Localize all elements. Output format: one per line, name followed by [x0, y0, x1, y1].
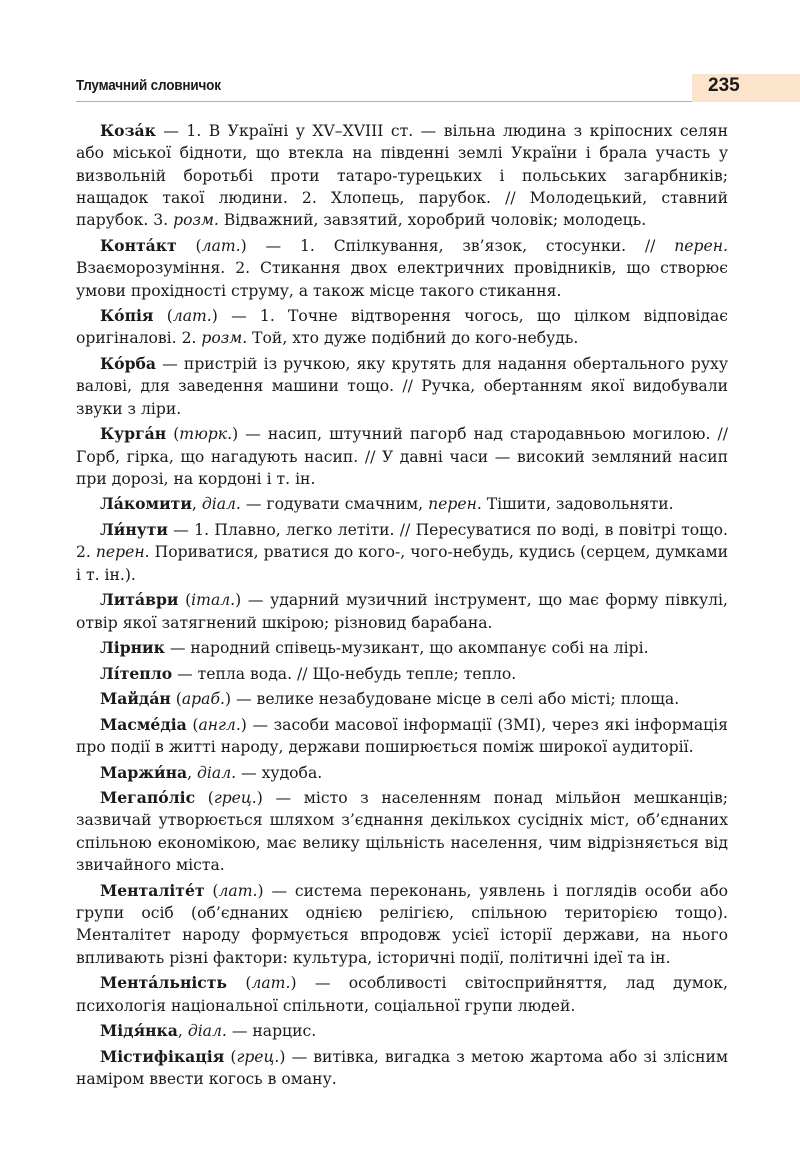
- label-abbrev: лат.: [201, 236, 241, 255]
- label-abbrev: англ.: [198, 715, 241, 734]
- definition-text: (: [204, 881, 219, 900]
- definition-text: — тепла вода. // Що-небудь тепле; тепло.: [172, 664, 517, 683]
- label-abbrev: перен.: [428, 495, 482, 514]
- page-number: 235: [708, 75, 740, 96]
- definition-text: ) — особливості світосприйняття, лад думок, психологія національної спільноти, соціальної групи людей.: [76, 974, 728, 1015]
- glossary-entry: [76, 637, 728, 659]
- definition-text: (: [186, 715, 199, 734]
- definition-text: (: [166, 425, 180, 444]
- definition-text: ) — засоби масової інформації (ЗМІ), через які інформація про події в житті народу, держави поширюється поміж широкої аудиторії.: [76, 715, 729, 756]
- label-abbrev: лат.: [251, 974, 291, 993]
- glossary-entry: [76, 1020, 728, 1042]
- glossary-entry: [76, 762, 728, 784]
- definition-text: Взаєморозуміння. 2. Стикання двох електричних провідників, що створює умови прохідності струму, а також місце такого стикання.: [76, 259, 728, 300]
- glossary-entry: [76, 353, 728, 420]
- headword: Ко́рба: [100, 354, 156, 373]
- definition-text: ) — витівка, вигадка з метою жартома або зі злісним наміром ввести когось в оману.: [76, 1047, 728, 1088]
- headword: Менталіте́т: [100, 880, 205, 900]
- label-abbrev: лат.: [172, 307, 212, 326]
- definition-text: — народний співець-музикант, що акомпанує собі на лірі.: [164, 639, 649, 658]
- label-abbrev: перен.: [95, 543, 150, 562]
- headword: Лита́ври: [100, 590, 179, 610]
- definition-text: ,: [177, 1022, 188, 1041]
- label-abbrev: італ.: [191, 591, 236, 610]
- header-rule: [76, 101, 698, 102]
- headword: Ла́комити: [100, 494, 192, 514]
- definition-text: — худоба.: [236, 763, 323, 782]
- glossary-entry: [76, 714, 728, 759]
- definition-text: Відважний, завзятий, хоробрий чоловік; молодець.: [218, 211, 647, 230]
- definition-text: — пристрій із ручкою, яку крутять для надання обертального руху валові, для заведення машини тощо. // Ручка, обертанням якої видобували звуки з ліри.: [76, 355, 728, 418]
- label-abbrev: араб.: [181, 690, 225, 709]
- headword: Ли́нути: [100, 519, 168, 539]
- definition-text: (: [178, 591, 192, 610]
- definition-text: ) — 1. Точне відтворення чогось, що цілком відповідає оригіналові. 2.: [76, 307, 728, 348]
- definition-text: ) — система переконань, уявлень і поглядів особи або групи осіб (об’єднаних однією релігією, спільною територією тощо). Менталітет народу формується впродовж усієї історії держави, на нього впливають різні фактори: культура, історичні події, політичні ідеї та ін.: [76, 881, 728, 967]
- definition-text: (: [153, 307, 173, 326]
- definition-text: Той, хто дуже подібний до кого-небудь.: [247, 329, 579, 348]
- glossary-entry: [76, 972, 728, 1017]
- label-abbrev: розм.: [173, 211, 219, 230]
- definition-text: Тішити, задовольняти.: [481, 495, 674, 514]
- glossary-entry: [76, 423, 728, 490]
- glossary-entry: [76, 519, 728, 586]
- definition-text: (: [176, 236, 202, 255]
- definition-text: ) — насип, штучний пагорб над стародавньою могилою. // Горб, гірка, що нагадують насип. // У давні часи — високий земляний насип при дорозі, на кордоні і т. ін.: [76, 425, 728, 488]
- label-abbrev: діал.: [187, 1022, 227, 1041]
- headword: Ко́пія: [100, 306, 154, 326]
- label-abbrev: перен.: [674, 236, 728, 255]
- headword: Конта́кт: [100, 235, 177, 255]
- headword: Містифікація: [100, 1046, 225, 1066]
- headword: Лі́тепло: [100, 663, 173, 683]
- label-abbrev: діал.: [197, 763, 237, 782]
- definition-text: ) — велике незабудоване місце в селі або місті; площа.: [224, 690, 680, 709]
- definition-text: Пориватися, рватися до кого-, чого-небудь, кудись (серцем, думками і т. ін.).: [76, 543, 728, 584]
- definition-text: ) — ударний музичний інструмент, що має форму півкулі, отвір якої затягнений шкірою; різновид барабана.: [76, 591, 728, 632]
- headword: Маржи́на: [100, 762, 188, 782]
- label-abbrev: лат.: [218, 881, 258, 900]
- label-abbrev: розм.: [201, 329, 248, 348]
- definition-text: — годувати смачним,: [240, 495, 429, 514]
- definition-text: (: [227, 974, 252, 993]
- label-abbrev: діал.: [201, 495, 241, 514]
- glossary-entry: [76, 493, 728, 515]
- definition-text: ) — 1. Спілкування, зв’язок, стосунки. //: [240, 236, 675, 255]
- glossary-entry: [76, 305, 728, 350]
- headword: Лірник: [100, 638, 165, 658]
- glossary-entry: [76, 235, 728, 302]
- glossary-entry: [76, 787, 728, 876]
- headword: Масме́діа: [100, 714, 187, 734]
- definition-text: ) — місто з населенням понад мільйон мешканців; зазвичай утворюється шляхом з’єднання декількох сусідніх міст, об’єднаних спільною економікою, має велику щільність населення, чим відрізняється від звичайного міста.: [76, 789, 728, 875]
- page-header: [0, 0, 800, 110]
- headword: Майда́н: [100, 689, 171, 709]
- glossary-entry: [76, 688, 728, 710]
- label-abbrev: тюрк.: [179, 425, 233, 444]
- definition-text: (: [170, 690, 182, 709]
- definition-text: — 1. В Україні у XV–XVIII ст. — вільна людина з кріпосних селян або міської бідноти, що втекла на південні землі України і брала участь у визвольній боротьбі проти татаро-турецьких і польських загарбників; нащадок такої людини. 2. Хлопець, парубок. // Молодецький, ставний парубок. 3.: [76, 122, 728, 230]
- headword: Коза́к: [100, 121, 156, 140]
- glossary-entry: [76, 589, 728, 634]
- definition-text: ,: [191, 495, 202, 514]
- definition-text: (: [224, 1047, 237, 1066]
- section-title: Тлумачний словничок: [76, 77, 221, 94]
- glossary-entries: [76, 120, 728, 1093]
- label-abbrev: грец.: [213, 789, 257, 808]
- glossary-entry: [76, 663, 728, 685]
- headword: Мегапо́ліс: [100, 788, 196, 808]
- headword: Курга́н: [100, 424, 167, 444]
- headword: Мідя́нка: [100, 1021, 178, 1041]
- glossary-entry: [76, 880, 728, 969]
- label-abbrev: грец.: [236, 1047, 280, 1066]
- definition-text: — нарцис.: [226, 1022, 317, 1041]
- headword: Мента́льність: [100, 973, 228, 993]
- glossary-entry: [76, 1046, 728, 1091]
- definition-text: — 1. Плавно, легко летіти. // Пересуватися по воді, в повітрі тощо. 2.: [76, 520, 728, 562]
- definition-text: (: [195, 789, 214, 808]
- glossary-entry: [76, 120, 728, 232]
- definition-text: ,: [187, 763, 198, 782]
